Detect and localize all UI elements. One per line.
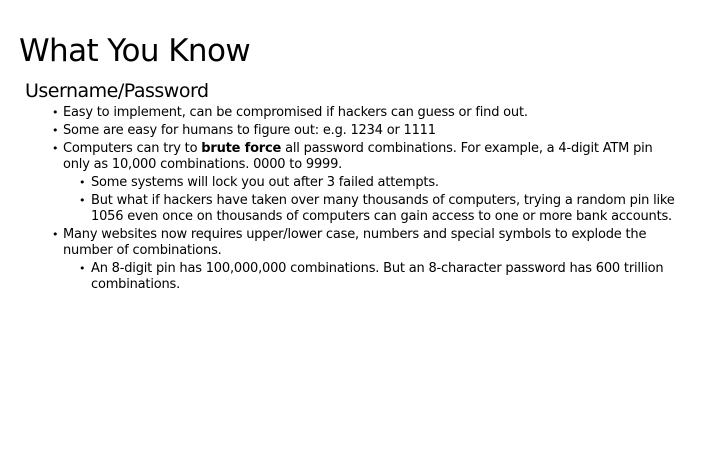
sub-list-item: [0, 261, 677, 293]
slide-title: What You Know: [19, 33, 251, 69]
sub-list-item: [0, 193, 677, 225]
sub-bullet-list: [63, 175, 677, 225]
bullet-text: Some are easy for humans to figure out: e.g. 1234 or 1111: [63, 123, 436, 138]
slide-body: [0, 105, 720, 295]
bullet-icon: •: [79, 194, 86, 207]
sub-bullet-list: [63, 261, 677, 293]
list-item: [0, 227, 677, 293]
bullet-icon: •: [52, 228, 59, 241]
bullet-icon: •: [52, 142, 59, 155]
sub-bullet-text: An 8-digit pin has 100,000,000 combinations. But an 8-character password has 600 trillion combinations.: [91, 261, 664, 292]
bullet-icon: •: [79, 262, 86, 275]
bullet-text-before: Computers can try to: [63, 141, 202, 156]
bullet-text-bold: brute force: [201, 141, 282, 156]
bullet-list: [0, 105, 720, 293]
sub-bullet-text: But what if hackers have taken over many thousands of computers, trying a random pin like 1056 even once on thousands of computers can gain access to one or more bank accounts.: [91, 193, 675, 224]
bullet-text: Easy to implement, can be compromised if hackers can guess or find out.: [63, 105, 528, 120]
sub-bullet-text: Some systems will lock you out after 3 failed attempts.: [91, 175, 439, 190]
list-item: [0, 123, 677, 139]
bullet-icon: •: [52, 106, 59, 119]
list-item: [0, 105, 677, 121]
bullet-icon: •: [79, 176, 86, 189]
sub-list-item: [0, 175, 677, 191]
slide-subtitle: Username/Password: [25, 80, 209, 102]
bullet-text: Many websites now requires upper/lower case, numbers and special symbols to explode the number of combinations.: [63, 227, 647, 258]
bullet-icon: •: [52, 124, 59, 137]
bullet-text-after: all password combinations. For example, a 4-digit ATM pin only as 10,000 combinations. 0000 to 9999.: [63, 141, 653, 172]
list-item: [0, 141, 677, 225]
